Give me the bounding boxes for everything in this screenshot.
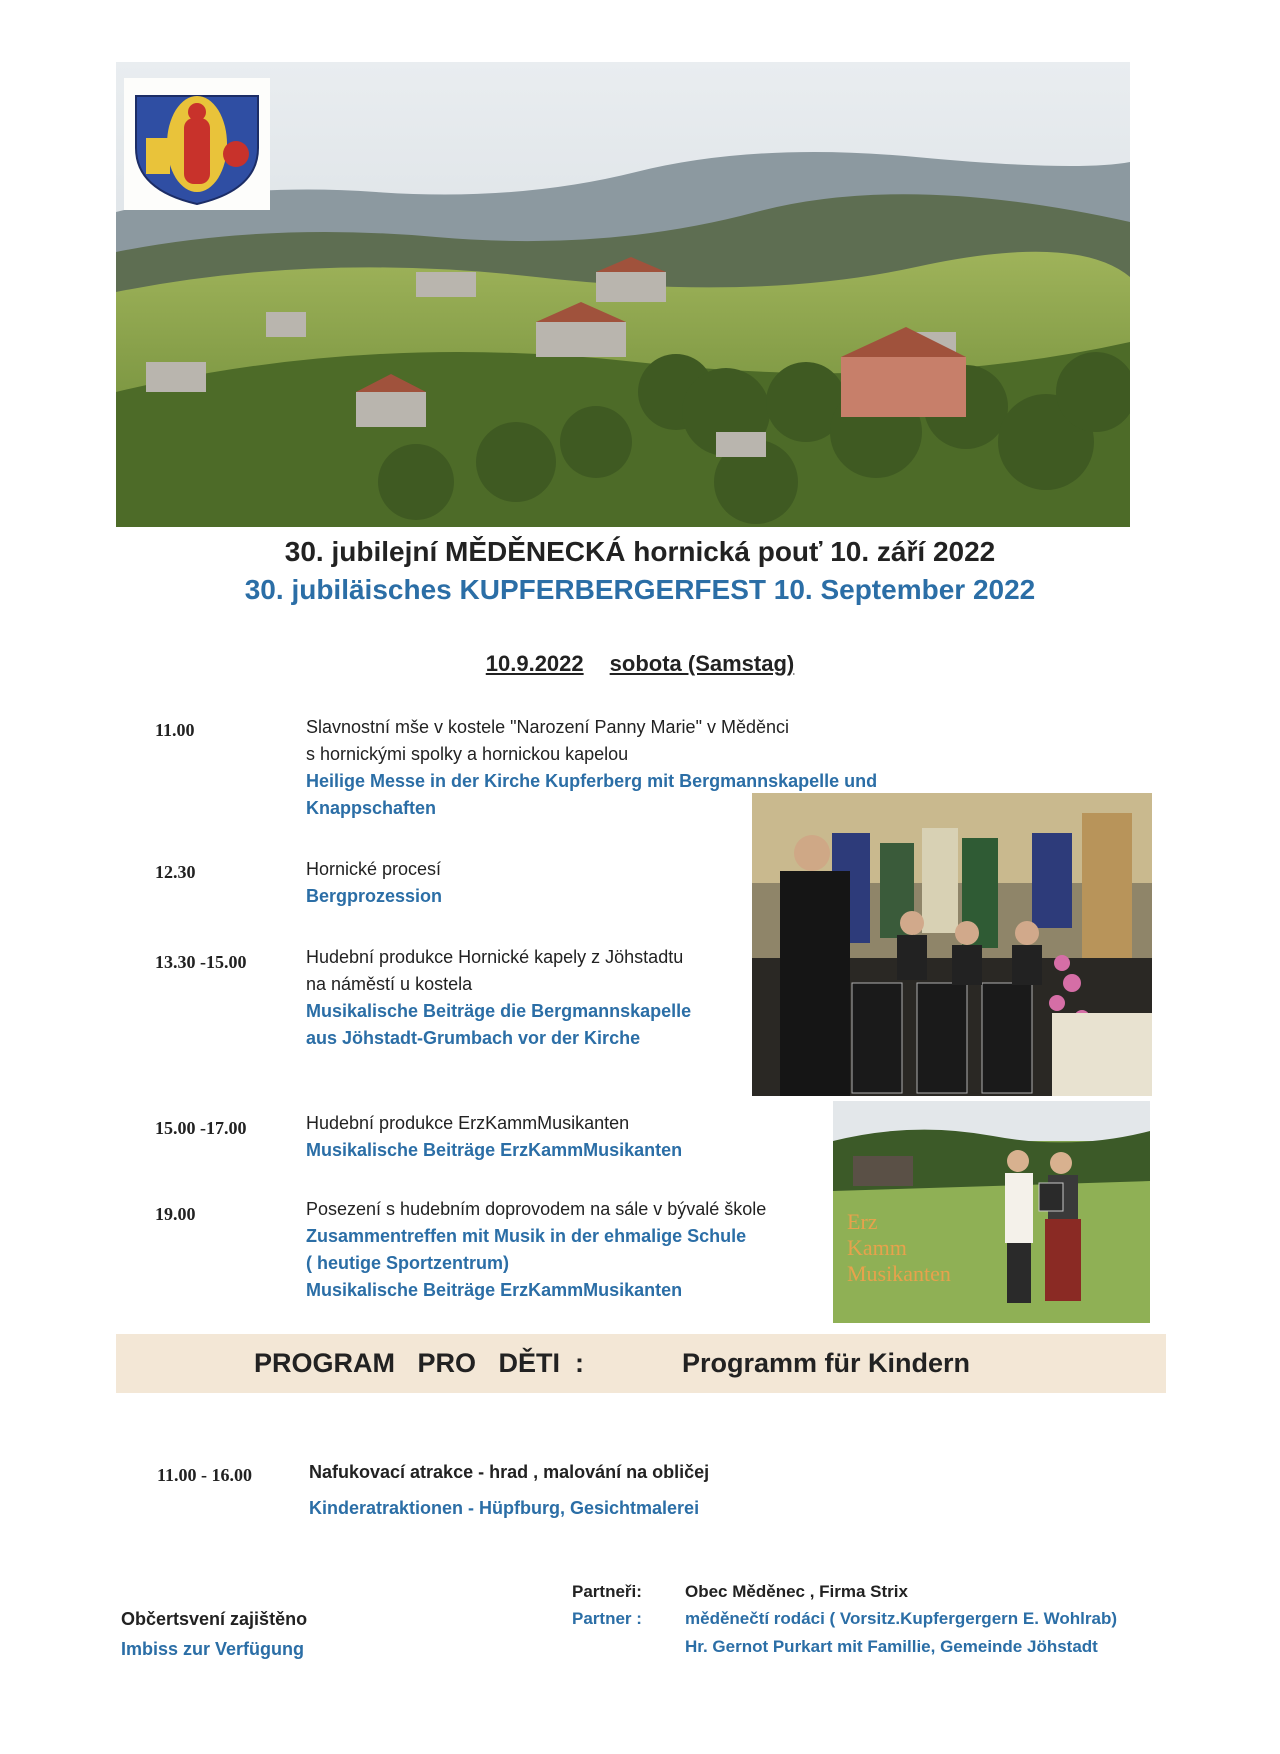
schedule-time: 19.00 <box>155 1204 196 1224</box>
schedule-time: 11.00 <box>155 720 195 740</box>
schedule-text-cz: Hudební produkce Hornické kapely z Jöhstadtu <box>306 947 684 967</box>
kids-text-cz: Nafukovací atrakce - hrad , malování na obličej <box>309 1462 710 1482</box>
schedule-text-de: Knappschaften <box>306 798 437 818</box>
kids-text-de: Kinderatraktionen - Hüpfburg, Gesichtmalerei <box>309 1498 700 1518</box>
partners-line: Hr. Gernot Purkart mit Famillie, Gemeinde Jöhstadt <box>685 1637 1098 1656</box>
schedule-text-de: Musikalische Beiträge ErzKammMusikanten <box>306 1140 683 1160</box>
schedule-text-de: ( heutige Sportzentrum) <box>306 1253 509 1273</box>
title-german: 30. jubiläisches KUPFERBERGERFEST 10. September 2022 <box>244 574 1036 605</box>
schedule-time: 12.30 <box>155 862 196 882</box>
kids-program-banner <box>116 1334 1166 1393</box>
refreshments-cz: Občertsvení zajištěno <box>121 1609 308 1629</box>
schedule-text-de: Musikalische Beiträge ErzKammMusikanten <box>306 1280 683 1300</box>
photo-caption: Musikanten <box>847 1261 951 1286</box>
partners-label-cz: Partneři: <box>572 1582 642 1601</box>
schedule-text-de: Bergprozession <box>306 886 443 906</box>
partners-line: Obec Měděnec , Firma Strix <box>685 1582 908 1601</box>
partners-line: měděnečtí rodáci ( Vorsitz.Kupfergergern E. Wohlrab) <box>685 1609 1117 1628</box>
schedule-text-de: Heilige Messe in der Kirche Kupferberg mit Bergmannskapelle und <box>306 771 878 791</box>
title-czech: 30. jubilejní MĚDĚNECKÁ hornická pouť 10. září 2022 <box>284 536 996 567</box>
kids-time: 11.00 - 16.00 <box>157 1465 253 1485</box>
musicians-photo <box>833 1101 1150 1323</box>
refreshments-de: Imbiss zur Verfügung <box>121 1639 305 1659</box>
schedule-text-de: aus Jöhstadt-Grumbach vor der Kirche <box>306 1028 641 1048</box>
photo-caption: Kamm <box>847 1235 907 1260</box>
schedule-text-cz: Posezení s hudebním doprovodem na sále v bývalé škole <box>306 1199 767 1219</box>
schedule-item <box>306 944 691 1052</box>
coat-of-arms <box>124 78 270 210</box>
kids-banner-de: Programm für Kindern <box>682 1348 971 1378</box>
schedule-text-cz: Slavnostní mše v kostele "Narození Panny Marie" v Měděnci <box>306 717 789 737</box>
date-heading <box>0 651 1280 677</box>
schedule-item <box>306 1110 682 1164</box>
schedule-item <box>306 856 442 910</box>
band-photo <box>752 793 1152 1096</box>
kids-banner-cz: PROGRAM PRO DĚTI : <box>254 1348 585 1378</box>
schedule-text-cz: s hornickými spolky a hornickou kapelou <box>306 744 629 764</box>
schedule-text-cz: na náměstí u kostela <box>306 974 473 994</box>
schedule-text-cz: Hudební produkce ErzKammMusikanten <box>306 1113 630 1133</box>
day-value: sobota (Samstag) <box>609 651 795 676</box>
date-value: 10.9.2022 <box>485 651 584 676</box>
schedule-time: 13.30 -15.00 <box>155 952 247 972</box>
schedule-text-de: Musikalische Beiträge die Bergmannskapelle <box>306 1001 692 1021</box>
photo-caption: Erz <box>847 1209 878 1234</box>
schedule-item <box>306 1196 766 1304</box>
partners-label-de: Partner : <box>572 1609 642 1628</box>
schedule-time: 15.00 -17.00 <box>155 1118 247 1138</box>
schedule-text-cz: Hornické procesí <box>306 859 442 879</box>
schedule-text-de: Zusammentreffen mit Musik in der ehmalige Schule <box>306 1226 747 1246</box>
